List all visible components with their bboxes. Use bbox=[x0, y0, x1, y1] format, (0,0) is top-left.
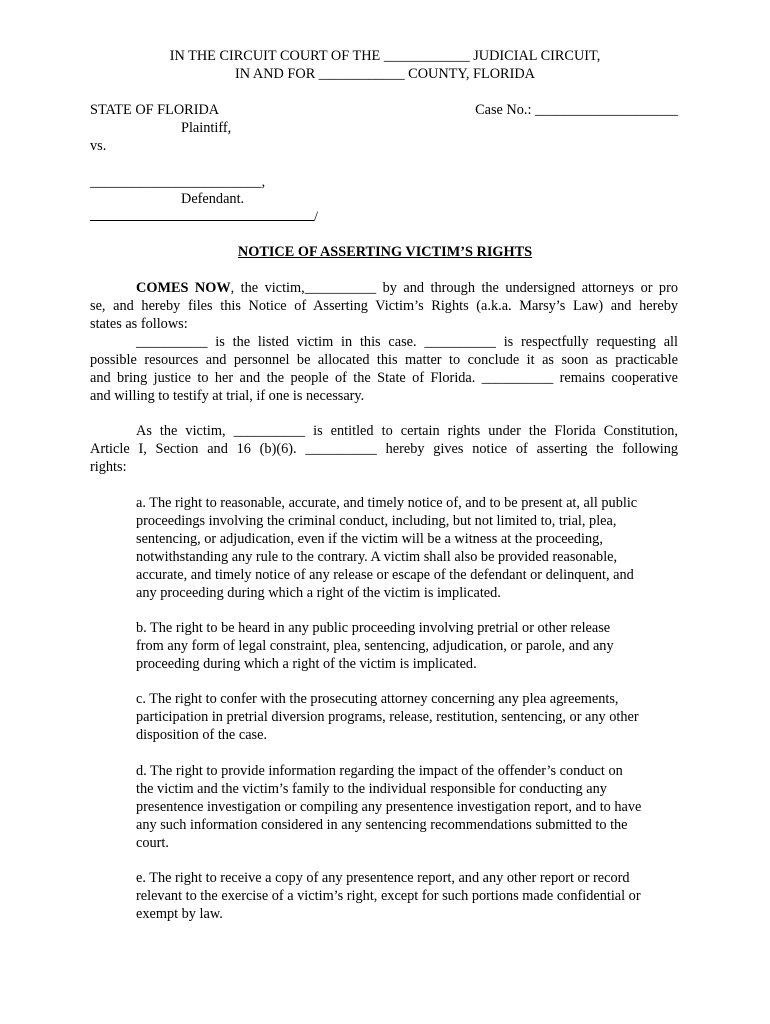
intro-p3-line2: Article I, Section and 16 (b)(6). __________ hereby gives notice of asserting the following bbox=[90, 441, 678, 457]
intro-p1-line1: COMES NOW, the victim,__________ by and through the undersigned attorneys or pro bbox=[136, 280, 678, 296]
right-item-b: b. The right to be heard in any public proceeding involving pretrial or other release from any form of legal constraint, plea, sentencing, adjudication, or parole, and any proceeding during which a right of the victim is implicated. bbox=[136, 620, 614, 672]
intro-p3-line3: rights: bbox=[90, 459, 127, 475]
intro-paragraph-2 bbox=[90, 333, 678, 405]
right-item-c: c. The right to confer with the prosecuting attorney concerning any plea agreements, participation in pretrial diversion programs, release, restitution, sentencing, or any other disposition of the case. bbox=[136, 691, 639, 743]
court-caption-line1: IN THE CIRCUIT COURT OF THE ____________ JUDICIAL CIRCUIT, bbox=[169, 48, 601, 64]
closing-rule bbox=[90, 208, 314, 221]
right-item-e: e. The right to receive a copy of any presentence report, and any other report or record relevant to the exercise of a victim’s right, except for such portions made confidential or exempt by law. bbox=[136, 870, 641, 922]
intro-paragraph-1 bbox=[90, 279, 678, 333]
plaintiff-role: Plaintiff, bbox=[181, 120, 232, 136]
intro-p2-line3: and bring justice to her and the people of the State of Florida. __________ remains cooperative bbox=[90, 370, 678, 386]
intro-p2-line4: and willing to testify at trial, if one is necessary. bbox=[90, 388, 365, 404]
defendant-role: Defendant. bbox=[181, 191, 245, 207]
comes-now: COMES NOW bbox=[136, 280, 231, 296]
intro-p1-line2: se, and hereby files this Notice of Asserting Victim’s Rights (a.k.a. Marsy’s Law) and hereby bbox=[90, 298, 678, 314]
document-title: NOTICE OF ASSERTING VICTIM’S RIGHTS bbox=[237, 244, 533, 260]
defendant-name-blank: ________________________, bbox=[90, 174, 266, 190]
intro-p2-line1: __________ is the listed victim in this case. __________ is respectfully requesting all bbox=[136, 334, 678, 350]
intro-p2-line2: possible resources and personnel be allocated this matter to conclude it as soon as practicable bbox=[90, 352, 678, 368]
right-item-a: a. The right to reasonable, accurate, and timely notice of, and to be present at, all public proceedings involving the criminal conduct, including, but not limited to, trial, plea, sentencing, or adjudication, even if the victim will be a witness at the proceeding, notwithstanding any rule to the contrary. A victim shall also be provided reasonable, accurate, and timely notice of any release or escape of the defendant or delinquent, and any proceeding during which a right of the victim is implicated. bbox=[136, 495, 638, 601]
right-item-d: d. The right to provide information regarding the impact of the offender’s conduct on the victim and the victim’s family to the individual responsible for conducting any presentence investigation or compiling any presentence investigation report, and to have any such information considered in any sentencing recommendations submitted to the court. bbox=[136, 763, 642, 851]
intro-p1-line3: states as follows: bbox=[90, 316, 188, 332]
closing-slash: / bbox=[314, 209, 318, 225]
versus-label: vs. bbox=[90, 138, 107, 154]
court-caption-line2: IN AND FOR ____________ COUNTY, FLORIDA bbox=[235, 66, 535, 82]
intro-p3-line1: As the victim, __________ is entitled to certain rights under the Florida Constitution, bbox=[136, 423, 678, 439]
case-number: Case No.: ____________________ bbox=[475, 102, 678, 118]
caption-closing-line bbox=[90, 208, 318, 226]
intro-paragraph-3 bbox=[90, 422, 678, 476]
plaintiff-name: STATE OF FLORIDA bbox=[90, 102, 220, 118]
